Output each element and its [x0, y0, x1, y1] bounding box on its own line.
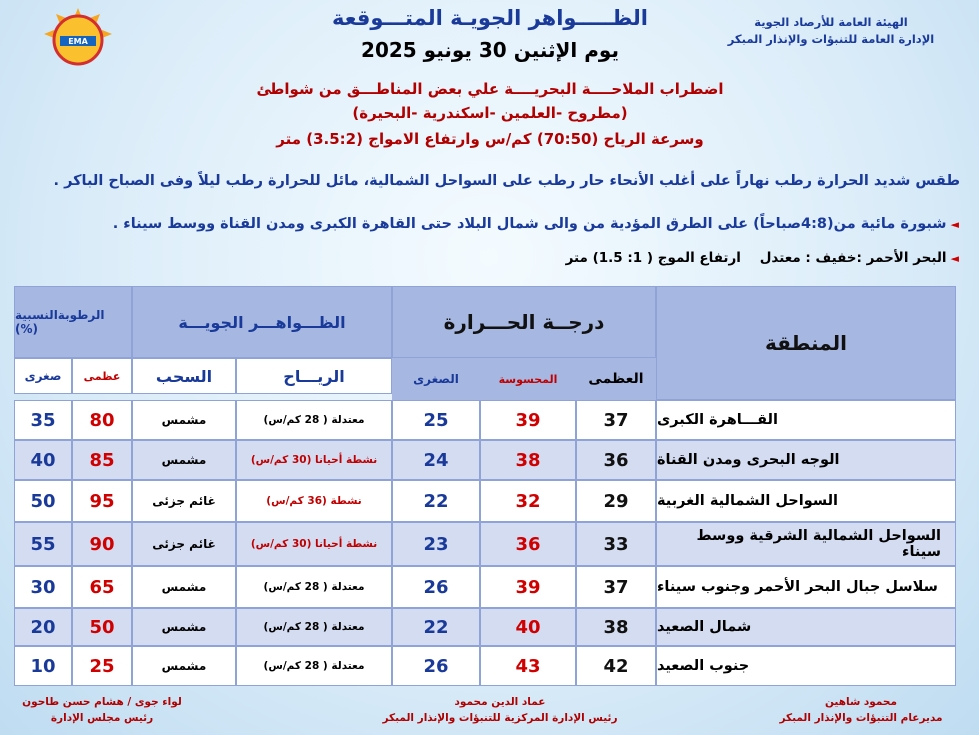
row-region: السواحل الشمالية الغربية	[656, 480, 956, 522]
red-sea-state: خفيف : معتدل	[759, 250, 857, 266]
header-humidity-max: عظمى	[72, 358, 132, 394]
header-region: المنطقة	[656, 286, 956, 400]
row-humidity-max: 25	[72, 646, 132, 686]
svg-text:EMA: EMA	[68, 37, 88, 46]
row-humidity-min: 20	[14, 608, 72, 646]
signatory-name: محمود شاهين	[824, 696, 898, 708]
header-phenomena: الظـــواهـــر الجويـــة	[132, 286, 392, 358]
row-temp-max: 37	[576, 400, 656, 440]
signature-right	[761, 694, 961, 726]
header-temperature: درجــة الحـــرارة	[392, 286, 656, 358]
row-region: شمال الصعيد	[656, 608, 956, 646]
row-clouds: مشمس	[132, 566, 236, 608]
row-temp-max: 33	[576, 522, 656, 566]
row-region: القـــاهرة الكبرى	[656, 400, 956, 440]
row-temp-min: 22	[392, 608, 480, 646]
row-temp-feels: 38	[480, 440, 576, 480]
header-clouds: السحب	[132, 358, 236, 394]
row-humidity-min: 50	[14, 480, 72, 522]
row-humidity-max: 90	[72, 522, 132, 566]
weather-summary: طقس شديد الحرارة رطب نهاراً على أغلب الأنحاء حار رطب على السواحل الشمالية، مائل للحرارة رطب ليلاً وفى الصباح الباكر .	[53, 173, 960, 189]
row-wind: معتدلة ( 28 كم/س)	[236, 400, 392, 440]
row-wind: نشطة أحيانا (30 كم/س)	[236, 440, 392, 480]
row-humidity-min: 10	[14, 646, 72, 686]
header-humidity: الرطوبةالنسبية (%)	[14, 286, 132, 358]
header-min: الصغرى	[392, 358, 480, 400]
header-wind: الريـــاح	[236, 358, 392, 394]
row-temp-max: 36	[576, 440, 656, 480]
row-clouds: غائم جزئى	[132, 480, 236, 522]
signatory-title: رئيس الإدارة المركزية للتنبؤات والإنذار المبكر	[382, 712, 618, 724]
forecast-date: يوم الإثنين 30 يونيو 2025	[361, 38, 619, 62]
row-wind: نشطة أحيانا (30 كم/س)	[236, 522, 392, 566]
row-wind: معتدلة ( 28 كم/س)	[236, 566, 392, 608]
marine-warning-line1: اضطراب الملاحــــة البحريــــة علي بعض المناطـــق من شواطئ	[256, 80, 724, 98]
row-temp-min: 23	[392, 522, 480, 566]
row-humidity-max: 85	[72, 440, 132, 480]
triangle-bullet-icon: ◄	[950, 252, 959, 265]
row-clouds: مشمس	[132, 646, 236, 686]
row-temp-feels: 36	[480, 522, 576, 566]
red-sea-label: البحر الأحمر :	[856, 250, 947, 266]
authority-name: الهيئة العامة للأرصاد الجوية	[754, 15, 908, 29]
signature-left	[12, 694, 192, 726]
row-wind: نشطة (36 كم/س)	[236, 480, 392, 522]
signatory-name: لواء جوى / هشام حسن طاحون	[22, 696, 182, 708]
row-temp-min: 26	[392, 646, 480, 686]
row-wind: معتدلة ( 28 كم/س)	[236, 646, 392, 686]
row-temp-feels: 43	[480, 646, 576, 686]
row-temp-min: 22	[392, 480, 480, 522]
fog-warning	[19, 213, 959, 236]
row-region: الوجه البحرى ومدن القناة	[656, 440, 956, 480]
row-temp-max: 37	[576, 566, 656, 608]
row-temp-feels: 39	[480, 400, 576, 440]
row-wind: معتدلة ( 28 كم/س)	[236, 608, 392, 646]
row-temp-max: 38	[576, 608, 656, 646]
marine-warning-line3: وسرعة الرياح (70:50) كم/س وارتفاع الامواج (3.5:2) متر	[276, 130, 704, 148]
row-clouds: غائم جزئى	[132, 522, 236, 566]
row-clouds: مشمس	[132, 400, 236, 440]
page-title: الظـــــواهر الجويـة المتـــوقعة	[332, 6, 648, 30]
header-humidity-min: صغرى	[14, 358, 72, 394]
row-region: السواحل الشمالية الشرقية ووسط سيناء	[656, 522, 956, 566]
row-humidity-min: 30	[14, 566, 72, 608]
row-humidity-max: 95	[72, 480, 132, 522]
red-sea-info	[19, 248, 959, 269]
row-temp-feels: 39	[480, 566, 576, 608]
row-humidity-max: 65	[72, 566, 132, 608]
row-clouds: مشمس	[132, 608, 236, 646]
row-temp-feels: 40	[480, 608, 576, 646]
row-clouds: مشمس	[132, 440, 236, 480]
row-region: جنوب الصعيد	[656, 646, 956, 686]
signatory-title: مديرعام التنبؤات والإنذار المبكر	[779, 712, 943, 724]
signatory-title: رئيس مجلس الإدارة	[50, 712, 154, 724]
triangle-bullet-icon: ◄	[950, 218, 959, 231]
row-humidity-min: 40	[14, 440, 72, 480]
red-sea-wave: ارتفاع الموج ( 1: 1.5) متر	[565, 250, 741, 266]
row-temp-max: 29	[576, 480, 656, 522]
row-region: سلاسل جبال البحر الأحمر وجنوب سيناء	[656, 566, 956, 608]
row-humidity-max: 80	[72, 400, 132, 440]
authority-block	[701, 14, 961, 48]
row-temp-min: 25	[392, 400, 480, 440]
row-temp-min: 26	[392, 566, 480, 608]
forecast-table	[14, 286, 956, 686]
header-max: العظمى	[576, 358, 656, 400]
header-feels: المحسوسة	[480, 358, 576, 400]
signatory-name: عماد الدين محمود	[454, 696, 546, 708]
row-temp-feels: 32	[480, 480, 576, 522]
row-humidity-max: 50	[72, 608, 132, 646]
ema-logo	[38, 6, 118, 70]
row-humidity-min: 55	[14, 522, 72, 566]
fog-text: شبورة مائية من(4:8صباحاً) على الطرق المؤدية من والى شمال البلاد حتى القاهرة الكبرى ومدن القناة ووسط سيناء .	[112, 216, 947, 232]
authority-department: الإدارة العامة للتنبؤات والإنذار المبكر	[727, 32, 935, 46]
marine-warning-line2: (مطروح -العلمين -اسكندرية -البحيرة)	[352, 104, 628, 122]
signature-middle	[380, 694, 620, 726]
row-temp-min: 24	[392, 440, 480, 480]
row-humidity-min: 35	[14, 400, 72, 440]
row-temp-max: 42	[576, 646, 656, 686]
